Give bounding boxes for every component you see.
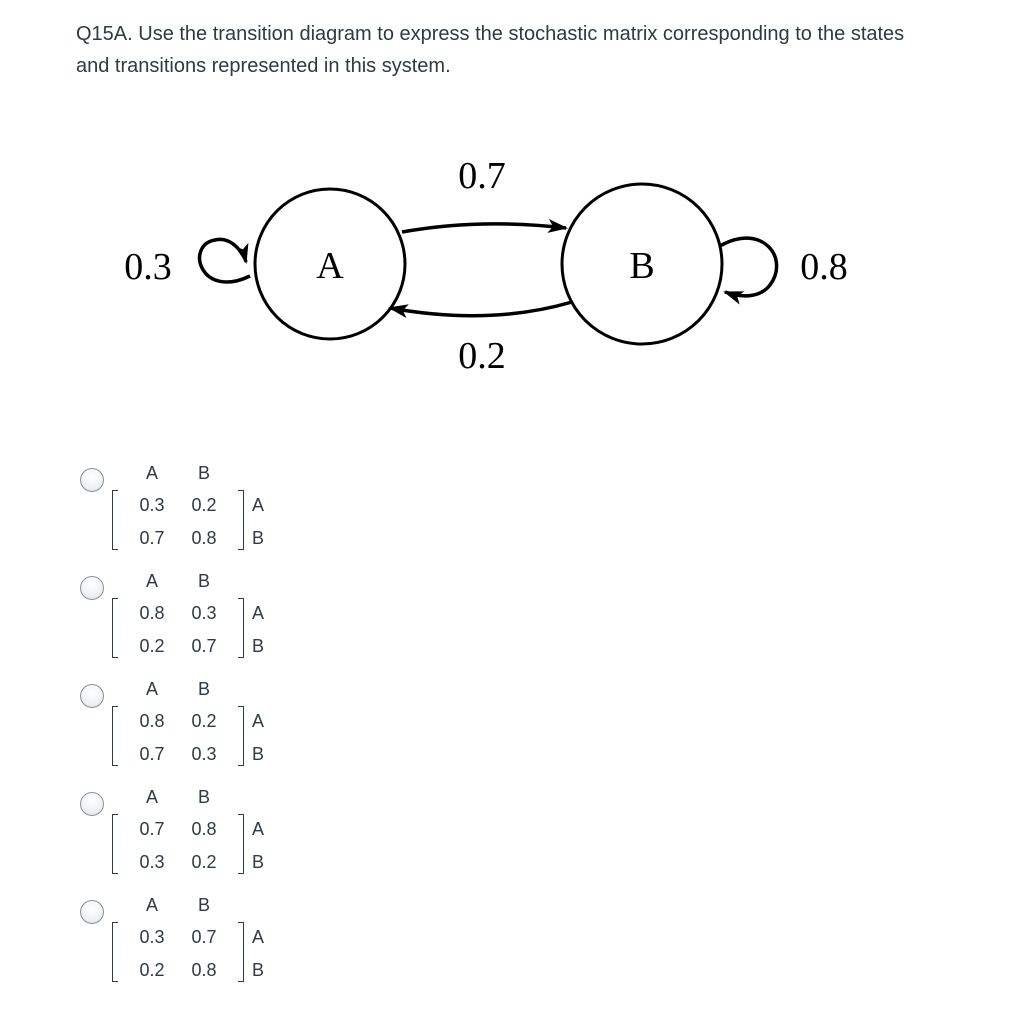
matrix-cell: 0.8	[139, 603, 165, 623]
edge-a-self-label: 0.3	[124, 246, 172, 288]
col-label: A	[145, 571, 158, 591]
matrix-cell: 0.2	[191, 852, 217, 872]
matrix	[112, 894, 312, 999]
matrix-right-bracket	[238, 490, 244, 550]
matrix-cell: 0.8	[191, 960, 217, 980]
row-label: B	[252, 528, 265, 548]
matrix-cell: 0.2	[139, 636, 165, 656]
answer-option-1[interactable]	[76, 462, 316, 567]
matrix-left-bracket	[112, 598, 118, 658]
row-label: B	[252, 636, 265, 656]
matrix-cell: 0.2	[139, 960, 165, 980]
matrix-left-bracket	[112, 922, 118, 982]
matrix-cell: 0.7	[139, 528, 165, 548]
matrix	[112, 570, 312, 675]
edge-b-to-a-label: 0.2	[458, 335, 506, 377]
col-label: A	[145, 895, 158, 915]
matrix-right-bracket	[238, 922, 244, 982]
edge-b-self-label: 0.8	[800, 246, 848, 288]
matrix-left-bracket	[112, 814, 118, 874]
col-label: B	[197, 463, 210, 483]
matrix-cell: 0.7	[139, 819, 165, 839]
row-label: A	[252, 927, 265, 947]
state-a-label: A	[316, 245, 344, 287]
row-label: A	[252, 711, 265, 731]
matrix-cell: 0.8	[139, 711, 165, 731]
matrix-right-bracket	[238, 706, 244, 766]
matrix-cell: 0.7	[191, 927, 217, 947]
col-label: B	[197, 571, 210, 591]
edge-b-self-loop	[720, 238, 777, 296]
matrix-left-bracket	[112, 706, 118, 766]
edge-b-to-a	[390, 302, 572, 316]
edge-a-to-b-label: 0.7	[458, 155, 506, 197]
matrix-cell: 0.7	[139, 744, 165, 764]
matrix-cell: 0.2	[191, 495, 217, 515]
answer-option-2[interactable]	[76, 570, 316, 675]
radio-button[interactable]	[80, 684, 104, 708]
answer-option-3[interactable]	[76, 678, 316, 783]
matrix-cell: 0.8	[191, 819, 217, 839]
col-label: B	[197, 895, 210, 915]
col-label: B	[197, 679, 210, 699]
matrix-cell: 0.3	[191, 744, 217, 764]
col-label: B	[197, 787, 210, 807]
row-label: B	[252, 960, 265, 980]
matrix-cell: 0.3	[191, 603, 217, 623]
edge-a-to-b	[402, 224, 566, 232]
radio-button[interactable]	[80, 900, 104, 924]
matrix-left-bracket	[112, 490, 118, 550]
row-label: A	[252, 819, 265, 839]
transition-diagram	[0, 0, 1015, 420]
matrix-cell: 0.3	[139, 852, 165, 872]
row-label: A	[252, 603, 265, 623]
matrix-cell: 0.2	[191, 711, 217, 731]
col-label: A	[145, 679, 158, 699]
matrix	[112, 786, 312, 891]
edge-a-self-loop	[200, 239, 250, 282]
answer-option-4[interactable]	[76, 786, 316, 891]
radio-button[interactable]	[80, 576, 104, 600]
col-label: A	[145, 787, 158, 807]
matrix-right-bracket	[238, 814, 244, 874]
row-label: B	[252, 852, 265, 872]
matrix-cell: 0.8	[191, 528, 217, 548]
row-label: A	[252, 495, 265, 515]
radio-button[interactable]	[80, 468, 104, 492]
radio-button[interactable]	[80, 792, 104, 816]
matrix-cell: 0.7	[191, 636, 217, 656]
col-label: A	[145, 463, 158, 483]
answer-option-5[interactable]	[76, 894, 316, 999]
matrix-cell: 0.3	[139, 495, 165, 515]
matrix	[112, 462, 312, 567]
matrix	[112, 678, 312, 783]
state-b-label: B	[629, 245, 655, 287]
question-text: Q15A. Use the transition diagram to express the stochastic matrix corresponding to the states and transitions represented in this system.	[76, 23, 905, 77]
matrix-cell: 0.3	[139, 927, 165, 947]
matrix-right-bracket	[238, 598, 244, 658]
row-label: B	[252, 744, 265, 764]
